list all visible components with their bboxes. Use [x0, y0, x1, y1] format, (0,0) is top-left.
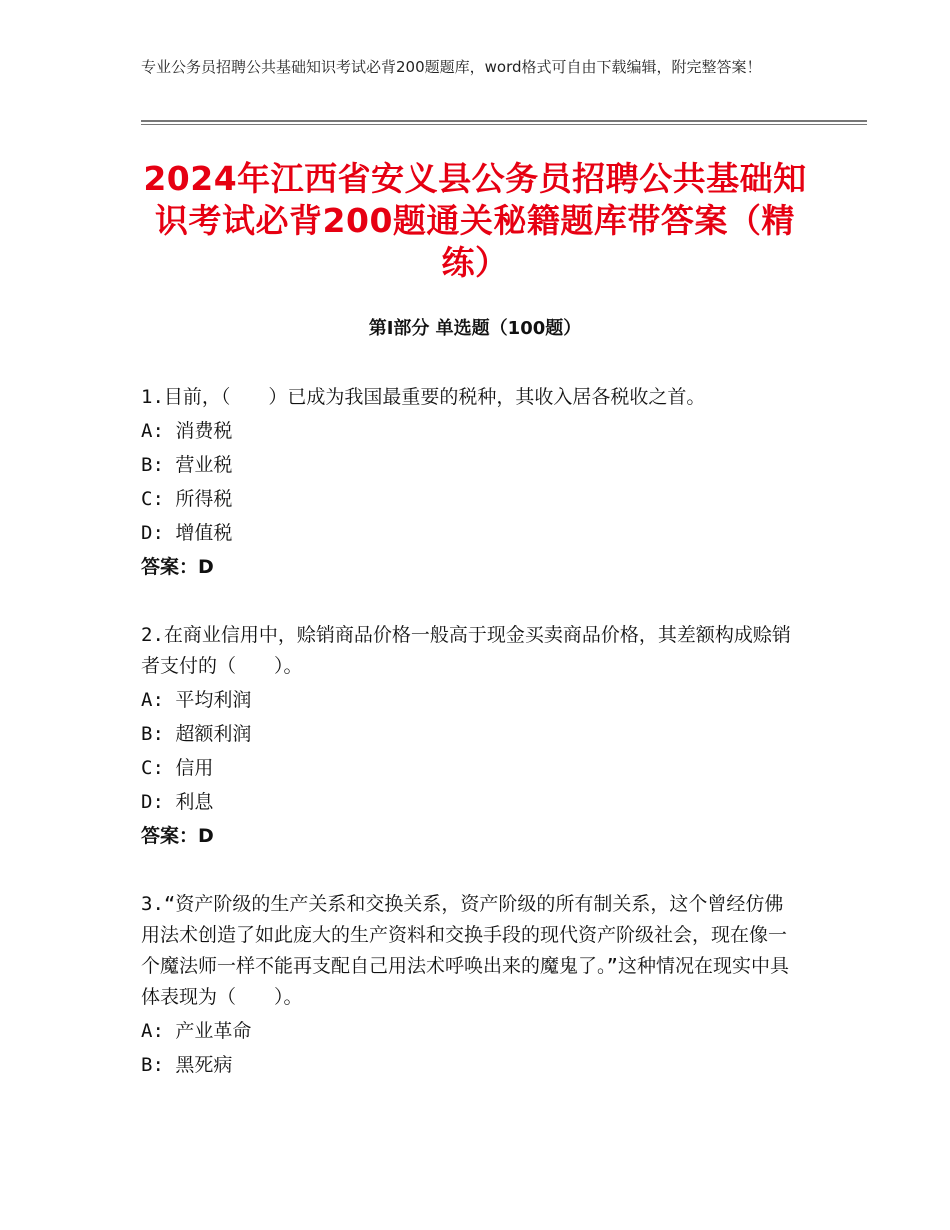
option-b: B: 黑死病 [141, 1054, 233, 1076]
header-divider [141, 120, 867, 122]
option-b: B: 超额利润 [141, 723, 252, 745]
option-a: A: 产业革命 [141, 1020, 252, 1042]
section-heading: 第I部分 单选题（100题） [368, 318, 582, 339]
option-a: A: 平均利润 [141, 689, 252, 711]
question-stem: 3.“资产阶级的生产关系和交换关系，资产阶级的所有制关系，这个曾经仿佛用法术创造了如此庞大的生产资料和交换手段的现代资产阶级社会，现在像一个魔法师一样不能再支配自己用法术呼唤出来的魔鬼了。”这种情况在现实中具体表现为（ ）。 [141, 893, 789, 1008]
document-title: 2024年江西省安义县公务员招聘公共基础知识考试必背200题通关秘籍题库带答案（精练） [143, 159, 807, 282]
option-d: D: 增值税 [141, 522, 233, 544]
question-list [141, 382, 801, 1118]
question-stem: 2.在商业信用中，赊销商品价格一般高于现金买卖商品价格，其差额构成赊销者支付的（ ）。 [141, 624, 791, 677]
option-d: D: 利息 [141, 791, 214, 813]
option-c: C: 信用 [141, 757, 214, 779]
question-stem: 1.目前，（ ）已成为我国最重要的税种，其收入居各税收之首。 [141, 386, 706, 408]
option-b: B: 营业税 [141, 454, 233, 476]
question-3 [141, 889, 801, 1084]
option-c: C: 所得税 [141, 488, 233, 510]
option-a: A: 消费税 [141, 420, 233, 442]
question-1 [141, 382, 801, 586]
answer-line: 答案：D [141, 825, 214, 847]
answer-line: 答案：D [141, 556, 214, 578]
header-note: 专业公务员招聘公共基础知识考试必背200题题库，word格式可自由下载编辑，附完整答案！ [141, 58, 762, 76]
header-divider-thin [141, 124, 867, 125]
question-2 [141, 620, 801, 855]
